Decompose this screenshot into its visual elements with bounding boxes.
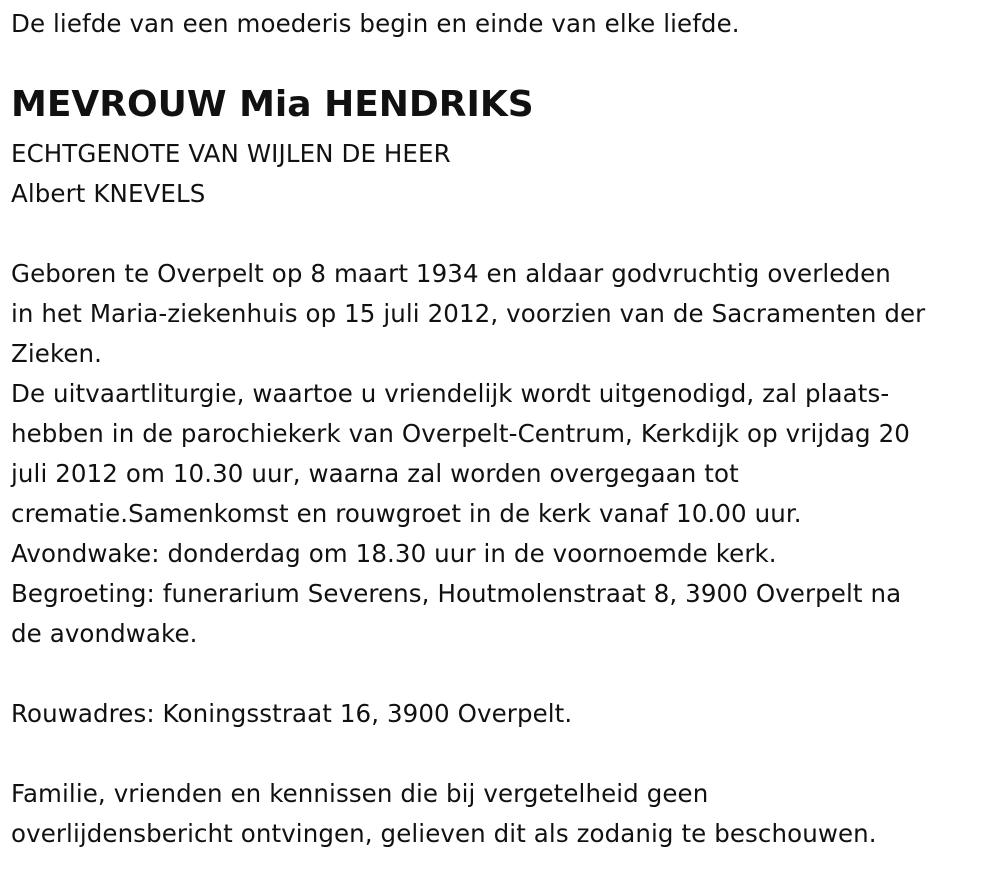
- body-line: Begroeting: funerarium Severens, Houtmolenstraat 8, 3900 Overpelt na: [11, 579, 902, 608]
- body-line: crematie.Samenkomst en rouwgroet in de kerk vanaf 10.00 uur.: [11, 499, 802, 528]
- body-line: Zieken.: [11, 339, 103, 368]
- body-line: Avondwake: donderdag om 18.30 uur in de voornoemde kerk.: [11, 539, 777, 568]
- family-notice: [11, 774, 877, 854]
- body-line: juli 2012 om 10.30 uur, waarna zal worden overgegaan tot: [11, 459, 739, 488]
- address-line: Rouwadres: Koningsstraat 16, 3900 Overpelt.: [11, 699, 573, 728]
- spouse-block: [11, 134, 451, 214]
- body-line: in het Maria-ziekenhuis op 15 juli 2012, voorzien van de Sacramenten der: [11, 299, 926, 328]
- deceased-name: MEVROUW Mia HENDRIKS: [11, 84, 534, 125]
- announcement-body: [11, 254, 925, 654]
- motto-text: De liefde van een moederis begin en einde van elke liefde.: [11, 9, 740, 38]
- family-line: overlijdensbericht ontvingen, gelieven dit als zodanig te beschouwen.: [11, 819, 877, 848]
- body-line: Geboren te Overpelt op 8 maart 1934 en aldaar godvruchtig overleden: [11, 259, 891, 288]
- body-line: de avondwake.: [11, 619, 198, 648]
- family-line: Familie, vrienden en kennissen die bij vergetelheid geen: [11, 779, 709, 808]
- body-line: De uitvaartliturgie, waartoe u vriendelijk wordt uitgenodigd, zal plaats-: [11, 379, 890, 408]
- spouse-line: Albert KNEVELS: [11, 179, 206, 208]
- body-line: hebben in de parochiekerk van Overpelt-Centrum, Kerkdijk op vrijdag 20: [11, 419, 910, 448]
- mourning-address: [11, 694, 572, 734]
- spouse-line: ECHTGENOTE VAN WIJLEN DE HEER: [11, 139, 451, 168]
